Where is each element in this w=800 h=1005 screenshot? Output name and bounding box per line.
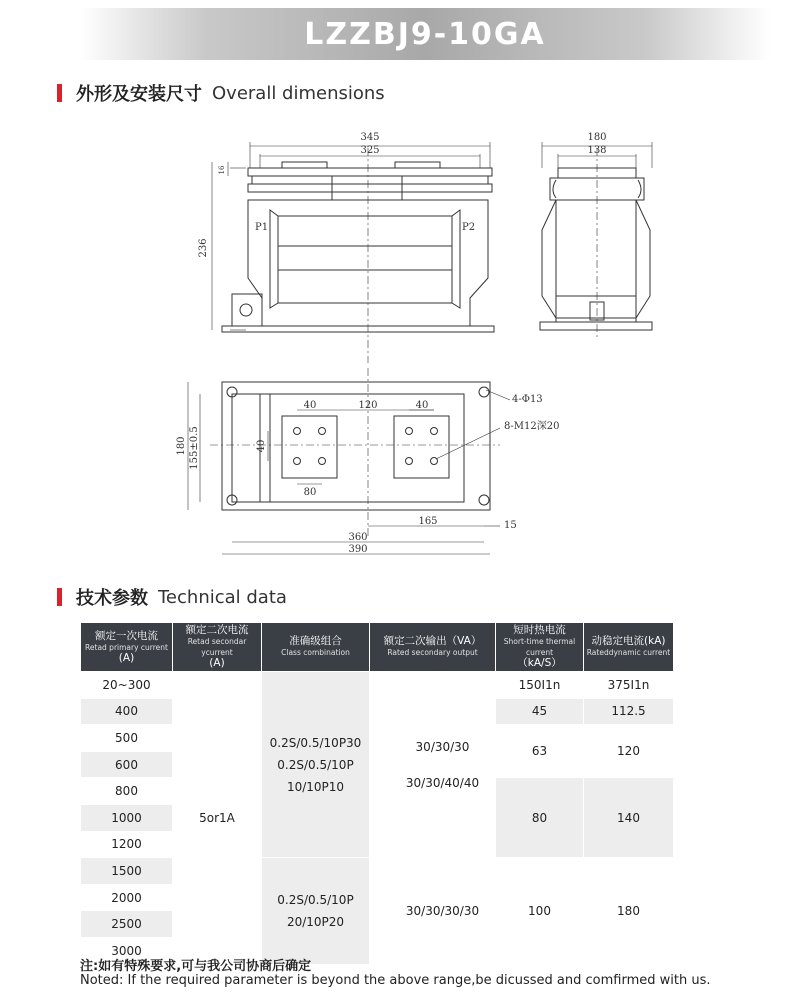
section-title-en: Technical data [158,586,287,608]
callout-holes: 4-Φ13 [512,394,543,405]
dim-165: 165 [418,516,438,527]
primary-current-cell: 20~300 [81,672,173,699]
header-primary-current: 额定一次电流 Retad primary current (A) [81,623,173,672]
dynamic-current-cell: 180 [584,858,674,964]
section-heading-dimensions [57,80,385,106]
dynamic-current-cell: 120 [584,725,674,778]
callout-threads: 8-M12深20 [504,421,560,432]
title-bar [80,8,770,60]
dim-40-vertical: 40 [256,439,267,453]
header-secondary-current: 额定二次电流 Retad secondar ycurrent (A) [173,623,262,672]
note-chinese: 注:如有特殊要求,可与我公司协商后确定 [80,959,312,974]
thermal-current-cell: 150I1n [496,672,584,699]
thermal-current-cell: 45 [496,698,584,725]
dim-138: 138 [587,145,607,156]
primary-current-cell: 500 [81,725,173,752]
section-title-cn: 外形及安装尺寸 [76,84,202,105]
primary-current-cell: 1200 [81,831,173,858]
side-view [540,142,652,338]
dim-360: 360 [348,532,368,543]
dim-236: 236 [198,238,209,258]
primary-current-cell: 2000 [81,884,173,911]
dim-16: 16 [218,165,226,175]
primary-current-cell: 1000 [81,804,173,831]
rated-output-cell: 30/30/30 30/30/40/40 [370,672,496,858]
dim-155: 155±0.5 [189,426,200,470]
header-class-combination: 准确级组合 Class combination [262,623,370,672]
red-marker [57,588,62,606]
label-p2: P2 [462,222,476,233]
dim-180-side: 180 [587,132,607,143]
header-thermal-current: 短时热电流 Short-time thermal current （kA/S） [496,623,584,672]
primary-current-cell: 600 [81,751,173,778]
dim-120: 120 [358,400,378,411]
technical-data-table [80,622,674,965]
dim-40-left: 40 [303,400,317,411]
thermal-current-cell: 100 [496,858,584,964]
dynamic-current-cell: 375I1n [584,672,674,699]
product-title: LZZBJ9-10GA [304,16,546,52]
note-english: Noted: If the required parameter is beyond the above range,be dicussed and comfirmed with us. [80,973,711,988]
dim-15: 15 [504,520,517,531]
section-title-cn: 技术参数 [76,588,148,609]
plan-view [188,368,510,554]
class-combination-cell: 0.2S/0.5/10P30 0.2S/0.5/10P 10/10P10 [262,672,370,858]
dim-390: 390 [348,544,368,555]
dim-345: 345 [360,132,380,143]
section-title-en: Overall dimensions [212,82,385,104]
dim-325: 325 [360,145,380,156]
primary-current-cell: 2500 [81,911,173,938]
dimension-drawing [170,118,690,558]
secondary-current-cell: 5or1A [173,672,262,965]
red-marker [57,84,62,102]
header-dynamic-current: 动稳定电流(kA) Rateddynamic current [584,623,674,672]
rated-output-cell: 30/30/30/30 [370,858,496,964]
section-heading-technical [57,584,287,610]
primary-current-cell: 400 [81,698,173,725]
primary-current-cell: 1500 [81,858,173,885]
dim-80: 80 [303,487,317,498]
thermal-current-cell: 80 [496,778,584,858]
label-p1: P1 [255,222,269,233]
front-view [212,142,494,363]
dim-180-plan: 180 [176,436,187,456]
dim-40-right: 40 [415,400,429,411]
thermal-current-cell: 63 [496,725,584,778]
table-row [81,672,674,699]
class-combination-cell: 0.2S/0.5/10P 20/10P20 [262,858,370,964]
header-rated-output: 额定二次输出（VA） Rated secondary output [370,623,496,672]
table-row [81,858,674,885]
primary-current-cell: 3000 [81,937,173,964]
table-header-row [81,623,674,672]
dynamic-current-cell: 140 [584,778,674,858]
dynamic-current-cell: 112.5 [584,698,674,725]
primary-current-cell: 800 [81,778,173,805]
